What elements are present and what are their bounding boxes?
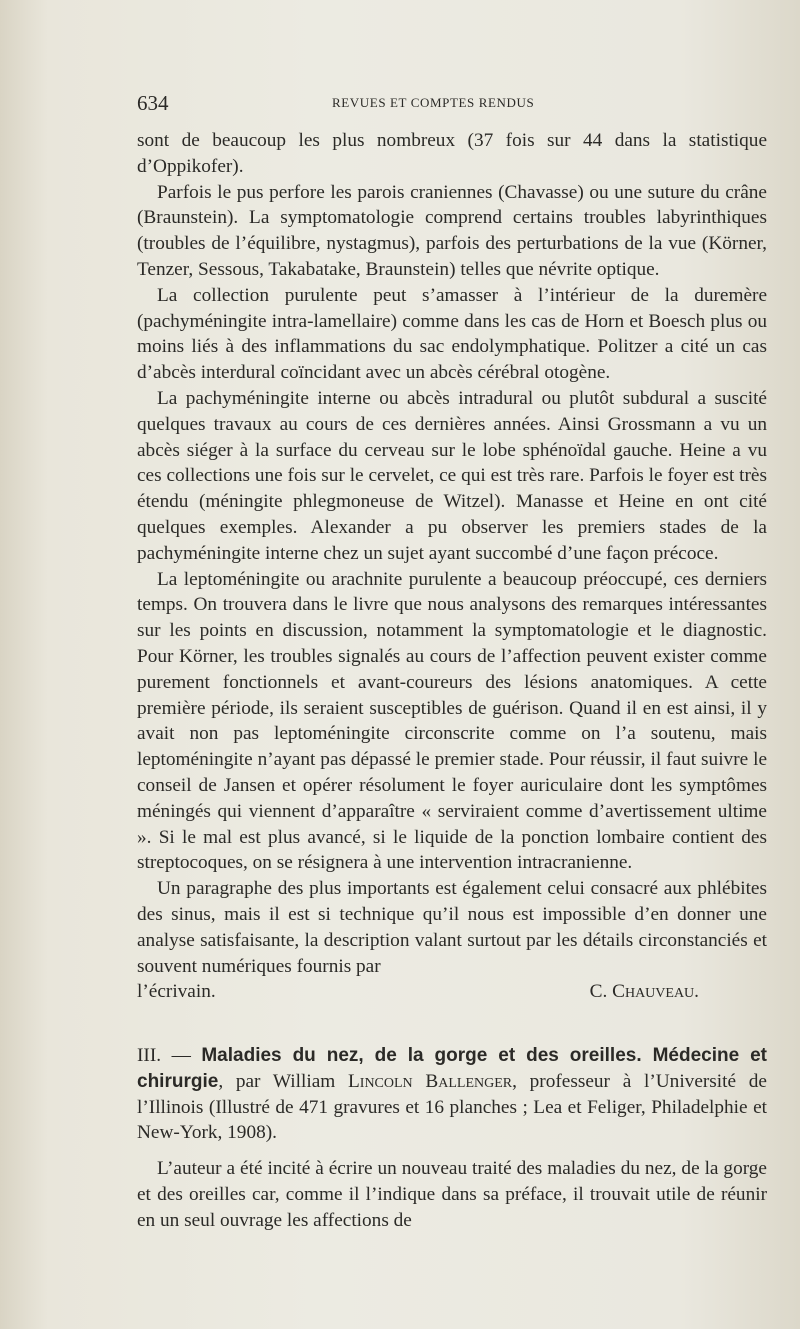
running-head xyxy=(137,91,767,119)
author-prefix: , par William xyxy=(218,1070,336,1092)
running-title: REVUES ET COMPTES RENDUS xyxy=(332,95,535,110)
review-body: L’auteur a été incité à écrire un nouveau traité des maladies du nez, de la gorge et des oreilles car, comme il l’indique dans sa préface, il trouvait utile de réunir en un seul ouvrage les affections de xyxy=(137,1158,767,1231)
paragraph-3: La collection purulente peut s’amasser à l’intérieur de la duremère (pachyméningite intra-lamellaire) comme dans les cas de Horn et Boesch plus ou moins liés à des inflammations du sac endolymphatique. Politzer a cité un cas d’abcès interdural coïncidant avec un abcès cérébral otogène. xyxy=(137,284,767,384)
book-title: Maladies du nez, de la gorge et des oreilles. Médecine et chirurgie xyxy=(137,1045,768,1092)
signature-line xyxy=(137,979,767,1005)
review-text xyxy=(137,128,767,1005)
book-details: , professeur à l’Université de l’Illinois (Illustré de 471 gravures et 16 planches ; Lea et Feliger, Philadelphie et New-York, 1908). xyxy=(137,1070,767,1144)
paragraph-6: Un paragraphe des plus importants est également celui consacré aux phlébites des sinus, mais il est si technique qu’il nous est impossible d’en donner une analyse satisfaisante, la description valant surtout par les détails circonstanciés et souvent numériques fournis par xyxy=(137,878,767,977)
review-heading xyxy=(137,1043,767,1146)
reviewer-signature: C. Chauveau. xyxy=(589,981,699,1003)
paragraph-2: Parfois le pus perfore les parois craniennes (Chavasse) ou une suture du crâne (Braunstein). La symptomatologie comprend certains troubles labyrinthiques (troubles de l’équilibre, nystagmus), parfois des perturbations de la vue (Körner, Tenzer, Sessous, Takabatake, Braunstein) telles que névrite optique. xyxy=(137,181,767,280)
new-review-section xyxy=(137,1043,767,1234)
review-number: III. — xyxy=(137,1045,191,1066)
paragraph-1: sont de beaucoup les plus nombreux (37 fois sur 44 dans la statistique d’Oppikofer). xyxy=(137,130,767,177)
author-name: Lincoln Ballenger xyxy=(348,1070,513,1092)
paragraph-4: La pachyméningite interne ou abcès intradural ou plutôt subdural a suscité quelques travaux au cours de ces dernières années. Ainsi Grossmann a vu un abcès siéger à la surface du cerveau sur le lobe sphénoïdal gauche. Heine a vu ces collections une fois sur le cervelet, ce qui est très rare. Parfois le foyer est très étendu (méningite phlegmoneuse de Witzel). Manasse et Heine en ont cité quelques exemples. Alexander a pu observer les premiers stades de la pachyméningite interne chez un sujet ayant succombé d’une façon précoce. xyxy=(137,387,767,564)
page-number: 634 xyxy=(137,91,169,115)
closing-word: l’écrivain. xyxy=(137,981,216,1003)
paragraph-5: La leptoméningite ou arachnite purulente a beaucoup préoccupé, ces derniers temps. On trouvera dans le livre que nous analysons des remarques intéressantes sur les points en discussion, notamment la symptomatologie et le diagnostic. Pour Körner, les troubles signalés au cours de l’affection peuvent exister comme purement fonctionnels et avant-coureurs des lésions anatomiques. A cette première période, ils seraient susceptibles de guérison. Quand il en est ainsi, il y avait non pas leptoméningite circonscrite comme on l’a soutenu, mais leptoméningite n’ayant pas dépassé le premier stade. Pour réussir, il faut suivre le conseil de Jansen et opérer résolument le foyer auriculaire dont les symptômes méningés qui viennent d’apparaître « serviraient comme d’avertissement ultime ». Si le mal est plus avancé, si le liquide de la ponction lombaire contient des streptocoques, on se résignera à une intervention intracranienne. xyxy=(137,568,767,874)
